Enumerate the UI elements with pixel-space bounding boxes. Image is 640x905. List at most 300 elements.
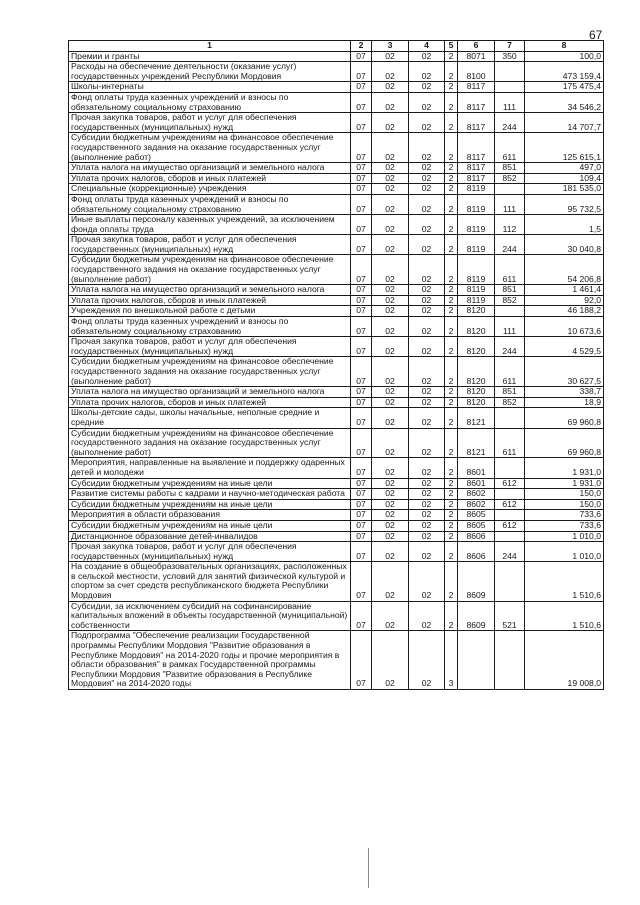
cell-program: 02 (409, 306, 445, 317)
cell-target-code: 8120 (458, 397, 495, 408)
cell-program: 02 (409, 163, 445, 174)
cell-section: 07 (351, 317, 372, 337)
cell-target-code: 8120 (458, 357, 495, 387)
cell-name: Субсидии бюджетным учреждениям на финансовое обеспечение государственного задания на оказание государственных услуг (выполнение работ) (69, 428, 351, 458)
cell-amount: 92,0 (525, 295, 604, 306)
cell-name: Уплата налога на имущество организаций и земельного налога (69, 387, 351, 398)
table-row (69, 531, 604, 542)
cell-expense-type (495, 631, 525, 690)
table-row (69, 215, 604, 235)
cell-program: 02 (409, 62, 445, 82)
cell-expense-type (495, 458, 525, 478)
cell-target-code: 8119 (458, 255, 495, 285)
cell-subsection: 02 (372, 133, 409, 163)
cell-section: 07 (351, 184, 372, 195)
cell-subsection: 02 (372, 285, 409, 296)
cell-section: 07 (351, 397, 372, 408)
cell-subprogram: 2 (445, 255, 458, 285)
cell-target-code: 8609 (458, 601, 495, 631)
table-row (69, 562, 604, 601)
cell-target-code: 8120 (458, 306, 495, 317)
cell-section: 07 (351, 458, 372, 478)
cell-section: 07 (351, 194, 372, 214)
cell-name: Прочая закупка товаров, работ и услуг для обеспечения государственных (муниципальных) нужд (69, 337, 351, 357)
cell-name: Специальные (коррекционные) учреждения (69, 184, 351, 195)
cell-section: 07 (351, 408, 372, 428)
cell-subsection: 02 (372, 82, 409, 93)
cell-subsection: 02 (372, 428, 409, 458)
cell-section: 07 (351, 531, 372, 542)
cell-name: На создание в общеобразовательных организациях, расположенных в сельской местности, условий для занятий физической культурой и спортом за счет средств республиканского бюджета Республики Мордовия (69, 562, 351, 601)
cell-section: 07 (351, 542, 372, 562)
table-row (69, 255, 604, 285)
cell-section: 07 (351, 133, 372, 163)
cell-expense-type: 612 (495, 520, 525, 531)
cell-subsection: 02 (372, 51, 409, 62)
cell-name: Уплата прочих налогов, сборов и иных платежей (69, 295, 351, 306)
cell-program: 02 (409, 51, 445, 62)
table-row (69, 387, 604, 398)
cell-name: Мероприятия, направленные на выявление и поддержку одаренных детей и молодежи (69, 458, 351, 478)
cell-subsection: 02 (372, 62, 409, 82)
cell-expense-type: 612 (495, 478, 525, 489)
column-header: 2 (351, 41, 372, 52)
cell-expense-type: 851 (495, 285, 525, 296)
table-row (69, 499, 604, 510)
cell-expense-type (495, 306, 525, 317)
cell-amount: 18,9 (525, 397, 604, 408)
cell-name: Школы-интернаты (69, 82, 351, 93)
cell-target-code: 8100 (458, 62, 495, 82)
cell-subsection: 02 (372, 184, 409, 195)
cell-subprogram: 2 (445, 510, 458, 521)
cell-section: 07 (351, 631, 372, 690)
cell-section: 07 (351, 520, 372, 531)
cell-amount: 1 510,6 (525, 601, 604, 631)
cell-name: Мероприятия в области образования (69, 510, 351, 521)
cell-amount: 19 008,0 (525, 631, 604, 690)
cell-program: 02 (409, 458, 445, 478)
cell-program: 02 (409, 92, 445, 112)
cell-amount: 54 206,8 (525, 255, 604, 285)
table-row (69, 235, 604, 255)
table-row (69, 408, 604, 428)
cell-target-code: 8120 (458, 387, 495, 398)
cell-target-code: 8605 (458, 520, 495, 531)
column-header: 7 (495, 41, 525, 52)
cell-subprogram: 3 (445, 631, 458, 690)
cell-target-code: 8602 (458, 499, 495, 510)
table-row (69, 184, 604, 195)
cell-program: 02 (409, 631, 445, 690)
cell-amount: 150,0 (525, 499, 604, 510)
cell-subsection: 02 (372, 317, 409, 337)
cell-expense-type: 851 (495, 163, 525, 174)
cell-program: 02 (409, 113, 445, 133)
cell-expense-type: 244 (495, 113, 525, 133)
cell-subprogram: 2 (445, 478, 458, 489)
cell-amount: 473 159,4 (525, 62, 604, 82)
cell-amount: 150,0 (525, 489, 604, 500)
cell-target-code: 8601 (458, 458, 495, 478)
cell-program: 02 (409, 194, 445, 214)
table-row (69, 92, 604, 112)
cell-name: Прочая закупка товаров, работ и услуг для обеспечения государственных (муниципальных) нужд (69, 235, 351, 255)
cell-subprogram: 2 (445, 317, 458, 337)
cell-section: 07 (351, 51, 372, 62)
cell-name: Фонд оплаты труда казенных учреждений и взносы по обязательному социальному страхованию (69, 92, 351, 112)
cell-section: 07 (351, 255, 372, 285)
cell-expense-type: 111 (495, 92, 525, 112)
cell-section: 07 (351, 306, 372, 317)
cell-amount: 69 960,8 (525, 428, 604, 458)
cell-program: 02 (409, 601, 445, 631)
cell-subsection: 02 (372, 113, 409, 133)
cell-amount: 338,7 (525, 387, 604, 398)
cell-subprogram: 2 (445, 62, 458, 82)
cell-amount: 14 707,7 (525, 113, 604, 133)
cell-subprogram: 2 (445, 499, 458, 510)
cell-program: 02 (409, 387, 445, 398)
cell-name: Фонд оплаты труда казенных учреждений и взносы по обязательному социальному страхованию (69, 194, 351, 214)
budget-table (68, 40, 604, 690)
cell-name: Учреждения по внешкольной работе с детьми (69, 306, 351, 317)
column-header: 1 (69, 41, 351, 52)
cell-section: 07 (351, 62, 372, 82)
cell-expense-type: 611 (495, 255, 525, 285)
cell-program: 02 (409, 235, 445, 255)
cell-name: Субсидии бюджетным учреждениям на иные цели (69, 499, 351, 510)
cell-target-code: 8119 (458, 295, 495, 306)
column-header: 3 (372, 41, 409, 52)
cell-name: Развитие системы работы с кадрами и научно-методическая работа (69, 489, 351, 500)
cell-target-code: 8117 (458, 173, 495, 184)
cell-section: 07 (351, 82, 372, 93)
cell-name: Школы-детские сады, школы начальные, неполные средние и средние (69, 408, 351, 428)
table-row (69, 133, 604, 163)
cell-subsection: 02 (372, 215, 409, 235)
cell-subprogram: 2 (445, 428, 458, 458)
cell-target-code: 8119 (458, 215, 495, 235)
cell-subsection: 02 (372, 499, 409, 510)
cell-subsection: 02 (372, 601, 409, 631)
cell-expense-type (495, 184, 525, 195)
cell-expense-type: 111 (495, 194, 525, 214)
cell-amount: 1 510,6 (525, 562, 604, 601)
table-row (69, 337, 604, 357)
table-row (69, 520, 604, 531)
table-row (69, 51, 604, 62)
cell-subprogram: 2 (445, 113, 458, 133)
cell-subprogram: 2 (445, 458, 458, 478)
cell-subsection: 02 (372, 173, 409, 184)
cell-subprogram: 2 (445, 531, 458, 542)
table-row (69, 306, 604, 317)
cell-expense-type: 111 (495, 317, 525, 337)
cell-program: 02 (409, 478, 445, 489)
cell-subsection: 02 (372, 542, 409, 562)
cell-amount: 1,5 (525, 215, 604, 235)
cell-subprogram: 2 (445, 397, 458, 408)
cell-subsection: 02 (372, 478, 409, 489)
cell-amount: 181 535,0 (525, 184, 604, 195)
cell-subprogram: 2 (445, 163, 458, 174)
cell-name: Субсидии бюджетным учреждениям на финансовое обеспечение государственного задания на оказание государственных услуг (выполнение работ) (69, 133, 351, 163)
cell-expense-type: 851 (495, 387, 525, 398)
cell-target-code: 8119 (458, 235, 495, 255)
cell-subprogram: 2 (445, 601, 458, 631)
cell-amount: 125 615,1 (525, 133, 604, 163)
cell-target-code: 8117 (458, 113, 495, 133)
cell-name: Уплата прочих налогов, сборов и иных платежей (69, 173, 351, 184)
cell-section: 07 (351, 478, 372, 489)
cell-program: 02 (409, 255, 445, 285)
cell-expense-type (495, 62, 525, 82)
cell-subsection: 02 (372, 562, 409, 601)
cell-expense-type (495, 489, 525, 500)
cell-amount: 4 529,5 (525, 337, 604, 357)
cell-amount: 34 546,2 (525, 92, 604, 112)
cell-target-code: 8602 (458, 489, 495, 500)
cell-amount: 46 188,2 (525, 306, 604, 317)
cell-program: 02 (409, 562, 445, 601)
cell-expense-type (495, 562, 525, 601)
cell-name: Уплата налога на имущество организаций и земельного налога (69, 163, 351, 174)
cell-expense-type: 521 (495, 601, 525, 631)
cell-subprogram: 2 (445, 357, 458, 387)
cell-program: 02 (409, 215, 445, 235)
table-row (69, 428, 604, 458)
cell-program: 02 (409, 285, 445, 296)
cell-target-code (458, 631, 495, 690)
column-header: 8 (525, 41, 604, 52)
cell-program: 02 (409, 499, 445, 510)
column-header: 4 (409, 41, 445, 52)
table-row (69, 113, 604, 133)
cell-target-code: 8606 (458, 542, 495, 562)
table-row (69, 397, 604, 408)
cell-subsection: 02 (372, 520, 409, 531)
cell-target-code: 8601 (458, 478, 495, 489)
cell-amount: 109,4 (525, 173, 604, 184)
table-row (69, 357, 604, 387)
cell-program: 02 (409, 520, 445, 531)
cell-program: 02 (409, 173, 445, 184)
cell-subprogram: 2 (445, 194, 458, 214)
table-row (69, 478, 604, 489)
cell-subsection: 02 (372, 631, 409, 690)
cell-expense-type: 611 (495, 428, 525, 458)
cell-section: 07 (351, 499, 372, 510)
cell-program: 02 (409, 510, 445, 521)
cell-subprogram: 2 (445, 337, 458, 357)
cell-expense-type (495, 408, 525, 428)
cell-name: Расходы на обеспечение деятельности (оказание услуг) государственных учреждений Республики Мордовия (69, 62, 351, 82)
cell-target-code: 8071 (458, 51, 495, 62)
cell-name: Субсидии, за исключением субсидий на софинансирование капитальных вложений в объекты государственной (муниципальной) собственности (69, 601, 351, 631)
cell-subprogram: 2 (445, 92, 458, 112)
cell-amount: 30 627,5 (525, 357, 604, 387)
table-row (69, 163, 604, 174)
cell-subprogram: 2 (445, 520, 458, 531)
cell-target-code: 8605 (458, 510, 495, 521)
cell-amount: 733,6 (525, 520, 604, 531)
cell-subprogram: 2 (445, 306, 458, 317)
cell-program: 02 (409, 184, 445, 195)
cell-subprogram: 2 (445, 133, 458, 163)
cell-target-code: 8119 (458, 285, 495, 296)
cell-section: 07 (351, 113, 372, 133)
column-header: 5 (445, 41, 458, 52)
cell-program: 02 (409, 337, 445, 357)
cell-section: 07 (351, 510, 372, 521)
cell-subprogram: 2 (445, 184, 458, 195)
table-row (69, 510, 604, 521)
cell-target-code: 8120 (458, 317, 495, 337)
scan-artifact-line (368, 848, 369, 888)
cell-subsection: 02 (372, 337, 409, 357)
cell-subprogram: 2 (445, 215, 458, 235)
cell-program: 02 (409, 397, 445, 408)
cell-expense-type (495, 82, 525, 93)
cell-name: Дистанционное образование детей-инвалидов (69, 531, 351, 542)
table-row (69, 82, 604, 93)
cell-expense-type: 112 (495, 215, 525, 235)
cell-subprogram: 2 (445, 235, 458, 255)
cell-section: 07 (351, 387, 372, 398)
cell-name: Фонд оплаты труда казенных учреждений и взносы по обязательному социальному страхованию (69, 317, 351, 337)
cell-section: 07 (351, 295, 372, 306)
cell-program: 02 (409, 82, 445, 93)
cell-subprogram: 2 (445, 408, 458, 428)
cell-subsection: 02 (372, 235, 409, 255)
cell-program: 02 (409, 489, 445, 500)
cell-target-code: 8606 (458, 531, 495, 542)
cell-target-code: 8117 (458, 133, 495, 163)
cell-section: 07 (351, 285, 372, 296)
cell-subsection: 02 (372, 194, 409, 214)
table-row (69, 489, 604, 500)
cell-amount: 69 960,8 (525, 408, 604, 428)
cell-subprogram: 2 (445, 295, 458, 306)
cell-section: 07 (351, 337, 372, 357)
cell-name: Премии и гранты (69, 51, 351, 62)
cell-target-code: 8117 (458, 92, 495, 112)
cell-program: 02 (409, 317, 445, 337)
cell-name: Уплата налога на имущество организаций и земельного налога (69, 285, 351, 296)
cell-subsection: 02 (372, 510, 409, 521)
cell-amount: 733,6 (525, 510, 604, 521)
cell-target-code: 8121 (458, 428, 495, 458)
cell-section: 07 (351, 489, 372, 500)
cell-target-code: 8121 (458, 408, 495, 428)
cell-name: Субсидии бюджетным учреждениям на иные цели (69, 520, 351, 531)
cell-subprogram: 2 (445, 173, 458, 184)
cell-expense-type (495, 531, 525, 542)
cell-subprogram: 2 (445, 562, 458, 601)
cell-section: 07 (351, 357, 372, 387)
column-header: 6 (458, 41, 495, 52)
cell-name: Субсидии бюджетным учреждениям на финансовое обеспечение государственного задания на оказание государственных услуг (выполнение работ) (69, 357, 351, 387)
table-row (69, 317, 604, 337)
cell-expense-type: 852 (495, 173, 525, 184)
cell-subsection: 02 (372, 92, 409, 112)
cell-amount: 10 673,6 (525, 317, 604, 337)
table-row (69, 194, 604, 214)
cell-program: 02 (409, 295, 445, 306)
cell-program: 02 (409, 531, 445, 542)
cell-subprogram: 2 (445, 285, 458, 296)
cell-section: 07 (351, 562, 372, 601)
cell-program: 02 (409, 133, 445, 163)
page-number: 67 (589, 28, 603, 42)
cell-expense-type (495, 510, 525, 521)
cell-expense-type: 244 (495, 235, 525, 255)
cell-program: 02 (409, 357, 445, 387)
cell-subsection: 02 (372, 306, 409, 317)
table-row (69, 285, 604, 296)
cell-subsection: 02 (372, 357, 409, 387)
cell-subsection: 02 (372, 255, 409, 285)
cell-expense-type: 612 (495, 499, 525, 510)
cell-target-code: 8120 (458, 337, 495, 357)
table-row (69, 173, 604, 184)
cell-amount: 175 475,4 (525, 82, 604, 93)
cell-name: Прочая закупка товаров, работ и услуг для обеспечения государственных (муниципальных) нужд (69, 542, 351, 562)
cell-name: Уплата прочих налогов, сборов и иных платежей (69, 397, 351, 408)
table-row (69, 62, 604, 82)
cell-amount: 1 931,0 (525, 458, 604, 478)
table-row (69, 601, 604, 631)
cell-section: 07 (351, 163, 372, 174)
cell-subprogram: 2 (445, 82, 458, 93)
cell-subprogram: 2 (445, 387, 458, 398)
cell-subprogram: 2 (445, 489, 458, 500)
cell-program: 02 (409, 428, 445, 458)
cell-section: 07 (351, 215, 372, 235)
table-header-row (69, 41, 604, 52)
cell-subsection: 02 (372, 531, 409, 542)
cell-subsection: 02 (372, 458, 409, 478)
table-row (69, 542, 604, 562)
cell-amount: 100,0 (525, 51, 604, 62)
cell-expense-type: 852 (495, 397, 525, 408)
cell-expense-type: 244 (495, 337, 525, 357)
cell-subsection: 02 (372, 295, 409, 306)
cell-subsection: 02 (372, 387, 409, 398)
cell-expense-type: 350 (495, 51, 525, 62)
table-row (69, 295, 604, 306)
cell-expense-type: 611 (495, 357, 525, 387)
cell-section: 07 (351, 92, 372, 112)
cell-amount: 95 732,5 (525, 194, 604, 214)
cell-subprogram: 2 (445, 51, 458, 62)
cell-section: 07 (351, 428, 372, 458)
cell-program: 02 (409, 542, 445, 562)
table-row (69, 458, 604, 478)
cell-section: 07 (351, 173, 372, 184)
cell-subsection: 02 (372, 163, 409, 174)
cell-target-code: 8119 (458, 184, 495, 195)
cell-expense-type: 611 (495, 133, 525, 163)
cell-name: Иные выплаты персоналу казенных учреждений, за исключением фонда оплаты труда (69, 215, 351, 235)
cell-program: 02 (409, 408, 445, 428)
cell-expense-type: 244 (495, 542, 525, 562)
cell-subsection: 02 (372, 408, 409, 428)
cell-name: Подпрограмма "Обеспечение реализации Государственной программы Республики Мордовия "Развитие образования в Республике Мордовия" на 2014-2020 годы и прочие мероприятия в области образования" в рамках Государственной программы Республики Мордовия "Развитие образования в Республике Мордовия" на 2014-2020 годы (69, 631, 351, 690)
cell-target-code: 8117 (458, 82, 495, 93)
cell-name: Субсидии бюджетным учреждениям на иные цели (69, 478, 351, 489)
